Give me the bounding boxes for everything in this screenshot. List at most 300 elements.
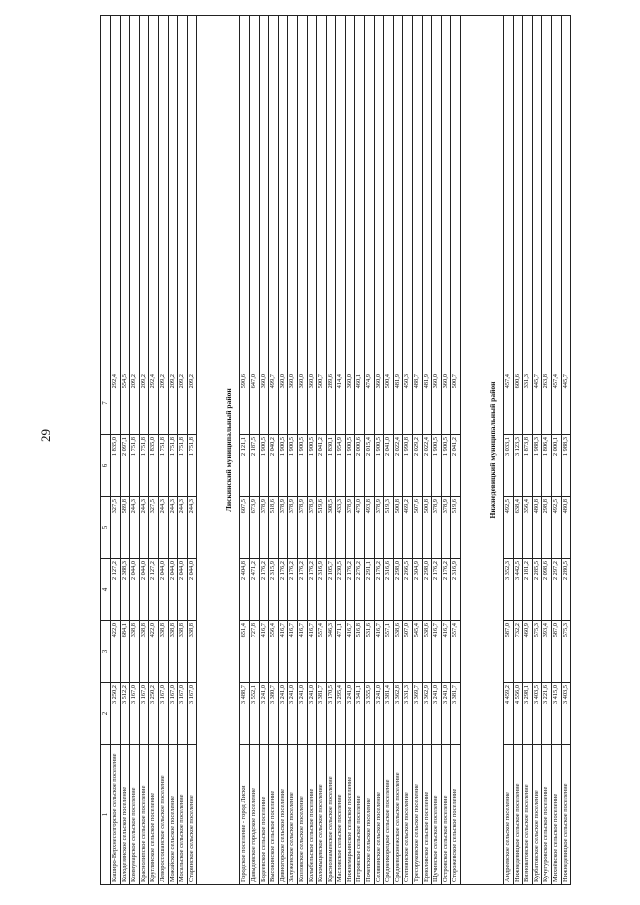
table-row bbox=[346, 15, 356, 885]
value-cell: 557,4 bbox=[451, 620, 460, 682]
value-cell: 2 291,1 bbox=[365, 558, 374, 620]
value-cell: 209,2 bbox=[178, 374, 186, 389]
value-cell: 2 000,1 bbox=[552, 434, 561, 496]
value-cell: 457,4 bbox=[504, 374, 511, 389]
settlement-name-cell: Залуженское сельское поселение bbox=[288, 744, 297, 884]
table-row bbox=[159, 15, 169, 885]
value-cell: 2 316,9 bbox=[451, 558, 460, 620]
table-row bbox=[308, 15, 318, 885]
value-cell: 538,6 bbox=[394, 620, 403, 682]
value-cell: 2 298,0 bbox=[394, 558, 403, 620]
value-cell: 1 990,8 bbox=[403, 434, 412, 496]
value-cell: 673,9 bbox=[250, 496, 259, 558]
settlement-name-cell: Коммунарское сельское поселение bbox=[130, 744, 139, 884]
table-row bbox=[423, 15, 433, 885]
settlement-name-cell: Колодезянское сельское поселение bbox=[121, 744, 130, 884]
value-cell: 2 127,2 bbox=[149, 558, 158, 620]
value-cell: 209,2 bbox=[158, 374, 166, 389]
value-cell: 575,3 bbox=[562, 620, 571, 682]
value-cell: 519,3 bbox=[384, 496, 393, 558]
value-cell: 292,4 bbox=[149, 374, 157, 389]
settlement-name-cell: Масловское сельское поселение bbox=[336, 744, 345, 884]
value-cell: 492,5 bbox=[552, 496, 561, 558]
settlement-name-cell: Тресоруковское сельское поселение bbox=[413, 744, 422, 884]
table-row bbox=[130, 15, 140, 885]
value-cell: 3 369,7 bbox=[413, 682, 422, 744]
value-cell: 289,6 bbox=[326, 374, 334, 389]
header-cell: 6 bbox=[101, 434, 110, 496]
value-cell: 2 022,4 bbox=[423, 434, 432, 496]
value-cell: 2 471,2 bbox=[250, 558, 259, 620]
value-cell: 209,2 bbox=[187, 374, 195, 389]
table-section bbox=[461, 15, 571, 885]
value-cell: 3 352,3 bbox=[504, 558, 513, 620]
value-cell: 531,6 bbox=[365, 620, 374, 682]
value-cell: 1 900,5 bbox=[442, 434, 451, 496]
table-row bbox=[432, 15, 442, 885]
value-cell: 3 381,4 bbox=[384, 682, 393, 744]
value-cell: 3 488,7 bbox=[240, 682, 249, 744]
value-cell: 298,8 bbox=[542, 496, 551, 558]
value-cell: 2 176,2 bbox=[298, 558, 307, 620]
value-cell: 338,8 bbox=[169, 620, 178, 682]
value-cell: 2 176,2 bbox=[308, 558, 317, 620]
value-cell: 338,8 bbox=[159, 620, 168, 682]
value-cell: 2 040,2 bbox=[269, 434, 278, 496]
value-cell: 1 954,9 bbox=[336, 434, 345, 496]
value-cell: 1 835,0 bbox=[149, 434, 158, 496]
value-cell: 492,5 bbox=[504, 496, 513, 558]
value-cell: 1 988,3 bbox=[562, 434, 571, 496]
value-cell: 2 022,4 bbox=[394, 434, 403, 496]
value-cell: 1 751,8 bbox=[130, 434, 139, 496]
table-row bbox=[178, 15, 188, 885]
value-cell: 1 900,5 bbox=[260, 434, 269, 496]
settlement-name-cell: Нижнедевицкое сельское поселение bbox=[562, 744, 571, 884]
value-cell: 2 044,0 bbox=[188, 558, 197, 620]
value-cell: 3 167,0 bbox=[178, 682, 187, 744]
value-cell: 433,3 bbox=[336, 496, 345, 558]
value-cell: 416,7 bbox=[442, 620, 451, 682]
table-row bbox=[413, 15, 423, 885]
value-cell: 3 250,2 bbox=[149, 682, 158, 744]
value-cell: 1 751,8 bbox=[159, 434, 168, 496]
value-cell: 2 285,5 bbox=[533, 558, 542, 620]
value-cell: 4 459,2 bbox=[504, 682, 513, 744]
value-cell: 500,7 bbox=[451, 374, 459, 389]
value-cell: 3 241,0 bbox=[442, 682, 451, 744]
value-cell: 422,0 bbox=[111, 620, 120, 682]
value-cell: 416,7 bbox=[308, 620, 317, 682]
value-cell: 2 015,4 bbox=[365, 434, 374, 496]
settlement-name-cell: Средневоронежское сельское поселение bbox=[394, 744, 403, 884]
value-cell: 3 362,9 bbox=[423, 682, 432, 744]
value-cell: 2 000,6 bbox=[355, 434, 364, 496]
value-cell: 3 381,7 bbox=[317, 682, 326, 744]
value-cell: 3 355,9 bbox=[365, 682, 374, 744]
header-cell: 1 bbox=[101, 744, 110, 884]
value-cell: 414,4 bbox=[336, 374, 344, 389]
value-cell: 3 170,5 bbox=[327, 682, 336, 744]
value-cell: 2 176,2 bbox=[442, 558, 451, 620]
table-row bbox=[327, 15, 337, 885]
value-cell: 2 276,2 bbox=[355, 558, 364, 620]
value-cell: 3 442,5 bbox=[514, 558, 523, 620]
value-cell: 3 241,0 bbox=[432, 682, 441, 744]
settlement-name-cell: Старинское сельское поселение bbox=[188, 744, 197, 884]
value-cell: 1 751,8 bbox=[178, 434, 187, 496]
value-cell: 732,2 bbox=[514, 620, 523, 682]
page-number: 29 bbox=[38, 429, 53, 442]
value-cell: 3 167,0 bbox=[169, 682, 178, 744]
value-cell: 607,5 bbox=[240, 496, 249, 558]
table-row bbox=[111, 15, 121, 885]
value-cell: 545,4 bbox=[413, 620, 422, 682]
value-cell: 1 900,5 bbox=[432, 434, 441, 496]
value-cell: 460,9 bbox=[523, 620, 532, 682]
header-cell: 7 bbox=[101, 401, 109, 405]
table-section bbox=[111, 15, 197, 885]
value-cell: 2 176,2 bbox=[260, 558, 269, 620]
value-cell: 471,1 bbox=[336, 620, 345, 682]
settlement-name-cell: Краснознаменское сельское поселение bbox=[327, 744, 336, 884]
table-row bbox=[288, 15, 298, 885]
value-cell: 1 873,8 bbox=[523, 434, 532, 496]
value-cell: 378,9 bbox=[442, 496, 451, 558]
value-cell: 2 230,5 bbox=[336, 558, 345, 620]
value-cell: 360,0 bbox=[297, 374, 305, 389]
value-cell: 416,7 bbox=[288, 620, 297, 682]
settlement-name-cell: Круглянское сельское поселение bbox=[149, 744, 158, 884]
settlement-name-cell: Островское сельское поселение bbox=[442, 744, 451, 884]
value-cell: 589,8 bbox=[121, 496, 130, 558]
value-cell: 1 751,8 bbox=[140, 434, 149, 496]
value-cell: 3 512,2 bbox=[121, 682, 130, 744]
value-cell: 1 988,3 bbox=[533, 434, 542, 496]
table-row bbox=[375, 15, 385, 885]
value-cell: 356,4 bbox=[523, 496, 532, 558]
value-cell: 507,6 bbox=[413, 496, 422, 558]
value-cell: 507,0 bbox=[403, 620, 412, 682]
table-row bbox=[269, 15, 279, 885]
settlement-name-cell: Среднеикорецкое сельское поселение bbox=[384, 744, 393, 884]
settlement-name-cell: Левороссошанское сельское поселение bbox=[159, 744, 168, 884]
table-row bbox=[403, 15, 413, 885]
value-cell: 2 388,3 bbox=[121, 558, 130, 620]
value-cell: 2 127,2 bbox=[111, 558, 120, 620]
settlement-name-cell: Степнянское сельское поселение bbox=[403, 744, 412, 884]
value-cell: 3 241,0 bbox=[260, 682, 269, 744]
value-cell: 2 044,0 bbox=[130, 558, 139, 620]
value-cell: 450,3 bbox=[403, 374, 411, 389]
table-row bbox=[188, 15, 198, 885]
settlement-name-cell: Мосальское сельское поселение bbox=[178, 744, 187, 884]
value-cell: 3 167,0 bbox=[140, 682, 149, 744]
value-cell: 480,8 bbox=[562, 496, 571, 558]
value-cell: 422,0 bbox=[149, 620, 158, 682]
value-cell: 378,9 bbox=[308, 496, 317, 558]
value-cell: 3 341,1 bbox=[355, 682, 364, 744]
value-cell: 338,8 bbox=[188, 620, 197, 682]
value-cell: 519,6 bbox=[451, 496, 460, 558]
table-row bbox=[533, 15, 543, 885]
value-cell: 499,7 bbox=[269, 374, 277, 389]
value-cell: 516,8 bbox=[355, 620, 364, 682]
header-cell: 4 bbox=[101, 558, 110, 620]
value-cell: 500,8 bbox=[394, 496, 403, 558]
settlement-name-cell: Высокинское сельское поселение bbox=[269, 744, 278, 884]
settlement-name-cell: Коломыцевское сельское поселение bbox=[317, 744, 326, 884]
value-cell: 360,0 bbox=[307, 374, 315, 389]
value-cell: 575,3 bbox=[533, 620, 542, 682]
value-cell: 556,4 bbox=[269, 620, 278, 682]
value-cell: 331,3 bbox=[523, 374, 531, 389]
table-row bbox=[542, 15, 552, 885]
value-cell: 2 044,0 bbox=[140, 558, 149, 620]
value-cell: 338,8 bbox=[130, 620, 139, 682]
value-cell: 244,3 bbox=[159, 496, 168, 558]
table-row bbox=[552, 15, 562, 885]
settlement-name-cell: Городское поселение - город Лиски bbox=[240, 744, 249, 884]
table-row bbox=[250, 15, 260, 885]
value-cell: 2 041,2 bbox=[317, 434, 326, 496]
value-cell: 360,0 bbox=[278, 374, 286, 389]
value-cell: 600,6 bbox=[513, 374, 521, 389]
value-cell: 479,0 bbox=[355, 496, 364, 558]
value-cell: 416,7 bbox=[260, 620, 269, 682]
value-cell: 554,5 bbox=[120, 374, 128, 389]
value-cell: 488,7 bbox=[413, 374, 421, 389]
header-cell: 3 bbox=[101, 620, 110, 682]
table-row bbox=[317, 15, 327, 885]
value-cell: 590,6 bbox=[240, 374, 248, 389]
value-cell: 346,3 bbox=[327, 620, 336, 682]
value-cell: 244,3 bbox=[140, 496, 149, 558]
value-cell: 3 298,1 bbox=[523, 682, 532, 744]
value-cell: 3 552,1 bbox=[250, 682, 259, 744]
value-cell: 378,9 bbox=[346, 496, 355, 558]
value-cell: 2 316,6 bbox=[384, 558, 393, 620]
table-row bbox=[260, 15, 270, 885]
value-cell: 1 900,5 bbox=[279, 434, 288, 496]
value-cell: 3 241,0 bbox=[346, 682, 355, 744]
table-row bbox=[140, 15, 150, 885]
settlement-name-cell: Козловское сельское поселение bbox=[298, 744, 307, 884]
value-cell: 651,4 bbox=[240, 620, 249, 682]
value-cell: 3 241,0 bbox=[288, 682, 297, 744]
value-cell: 3 167,0 bbox=[130, 682, 139, 744]
value-cell: 360,0 bbox=[374, 374, 382, 389]
value-cell: 292,4 bbox=[111, 374, 118, 389]
value-cell: 2 176,2 bbox=[288, 558, 297, 620]
value-cell: 445,7 bbox=[532, 374, 540, 389]
value-cell: 2 187,5 bbox=[250, 434, 259, 496]
settlement-name-cell: Ермоловское сельское поселение bbox=[423, 744, 432, 884]
table-row bbox=[394, 15, 404, 885]
value-cell: 2 176,2 bbox=[346, 558, 355, 620]
value-cell: 2 316,9 bbox=[317, 558, 326, 620]
value-cell: 416,7 bbox=[298, 620, 307, 682]
value-cell: 500,8 bbox=[423, 496, 432, 558]
value-cell: 209,2 bbox=[168, 374, 176, 389]
value-cell: 244,3 bbox=[178, 496, 187, 558]
section-title: Лискинский муниципальный район bbox=[219, 15, 239, 885]
settlement-name-cell: Андреевское сельское поселение bbox=[504, 744, 513, 884]
value-cell: 2 044,0 bbox=[159, 558, 168, 620]
value-cell: 474,9 bbox=[365, 374, 373, 389]
settlement-name-cell: Нижнемарьинское сельское поселение bbox=[346, 744, 355, 884]
value-cell: 378,9 bbox=[260, 496, 269, 558]
settlement-name-cell: Каширо-Верхнесолгорское сельское поселение bbox=[111, 744, 120, 884]
value-cell: 244,3 bbox=[188, 496, 197, 558]
table-row bbox=[355, 15, 365, 885]
value-cell: 2 041,2 bbox=[451, 434, 460, 496]
value-cell: 2 044,0 bbox=[178, 558, 187, 620]
value-cell: 2 041,0 bbox=[384, 434, 393, 496]
table-row bbox=[279, 15, 289, 885]
value-cell: 3 403,5 bbox=[533, 682, 542, 744]
value-cell: 360,0 bbox=[288, 374, 296, 389]
value-cell: 3 241,0 bbox=[308, 682, 317, 744]
value-cell: 3 241,0 bbox=[298, 682, 307, 744]
settlement-name-cell: Почепское сельское поселение bbox=[365, 744, 374, 884]
value-cell: 378,9 bbox=[298, 496, 307, 558]
value-cell: 3 123,3 bbox=[514, 434, 523, 496]
value-cell: 2 297,2 bbox=[552, 558, 561, 620]
value-cell: 4 556,0 bbox=[514, 682, 523, 744]
value-cell: 2 121,1 bbox=[240, 434, 249, 496]
value-cell: 2 044,0 bbox=[169, 558, 178, 620]
value-cell: 3 362,8 bbox=[394, 682, 403, 744]
value-cell: 3 221,6 bbox=[542, 682, 551, 744]
value-cell: 3 415,0 bbox=[552, 682, 561, 744]
table-row bbox=[336, 15, 346, 885]
value-cell: 587,0 bbox=[504, 620, 513, 682]
header-cell: 5 bbox=[101, 496, 110, 558]
value-cell: 469,2 bbox=[403, 496, 412, 558]
value-cell: 2 304,9 bbox=[413, 558, 422, 620]
table-row bbox=[562, 15, 572, 885]
value-cell: 587,0 bbox=[552, 620, 561, 682]
value-cell: 3 295,4 bbox=[336, 682, 345, 744]
value-cell: 1 900,5 bbox=[288, 434, 297, 496]
value-cell: 2 176,2 bbox=[432, 558, 441, 620]
value-cell: 327,5 bbox=[149, 496, 158, 558]
value-cell: 378,9 bbox=[375, 496, 384, 558]
settlement-name-cell: Дивногорское сельское поселение bbox=[279, 744, 288, 884]
value-cell: 1 900,5 bbox=[298, 434, 307, 496]
value-cell: 2 266,5 bbox=[403, 558, 412, 620]
value-cell: 338,8 bbox=[178, 620, 187, 682]
value-cell: 481,9 bbox=[393, 374, 401, 389]
value-cell: 416,7 bbox=[346, 620, 355, 682]
value-cell: 460,1 bbox=[355, 374, 363, 389]
value-cell: 1 900,5 bbox=[308, 434, 317, 496]
section-gap bbox=[461, 15, 483, 885]
value-cell: 378,9 bbox=[279, 496, 288, 558]
value-cell: 3 167,0 bbox=[159, 682, 168, 744]
value-cell: 3 167,0 bbox=[188, 682, 197, 744]
settlement-name-cell: Можайское сельское поселение bbox=[169, 744, 178, 884]
value-cell: 3 241,0 bbox=[375, 682, 384, 744]
value-cell: 1 751,8 bbox=[169, 434, 178, 496]
value-cell: 338,8 bbox=[140, 620, 149, 682]
table-row bbox=[298, 15, 308, 885]
table-row bbox=[169, 15, 179, 885]
value-cell: 557,4 bbox=[317, 620, 326, 682]
table-section bbox=[197, 15, 461, 885]
value-cell: 500,4 bbox=[384, 374, 392, 389]
value-cell: 209,2 bbox=[130, 374, 138, 389]
value-cell: 3 033,1 bbox=[504, 434, 513, 496]
settlement-name-cell: Михнёвское сельское поселение bbox=[552, 744, 561, 884]
settlement-name-cell: Колыбельское сельское поселение bbox=[308, 744, 317, 884]
value-cell: 3 403,5 bbox=[562, 682, 571, 744]
value-cell: 2 029,2 bbox=[413, 434, 422, 496]
table-body bbox=[111, 15, 571, 885]
settlement-name-cell: Петровское сельское поселение bbox=[355, 744, 364, 884]
rotated-table bbox=[100, 15, 610, 885]
value-cell: 3 381,7 bbox=[451, 682, 460, 744]
value-cell: 2 404,8 bbox=[240, 558, 249, 620]
value-cell: 327,5 bbox=[111, 496, 120, 558]
settlement-name-cell: Кучугуровское сельское поселение bbox=[542, 744, 551, 884]
table-row bbox=[514, 15, 524, 885]
header-cell: 2 bbox=[101, 682, 110, 744]
value-cell: 416,7 bbox=[279, 620, 288, 682]
value-cell: 1 835,0 bbox=[111, 434, 120, 496]
value-cell: 1 830,1 bbox=[327, 434, 336, 496]
value-cell: 2 315,9 bbox=[269, 558, 278, 620]
value-cell: 3 331,3 bbox=[403, 682, 412, 744]
value-cell: 1 806,4 bbox=[542, 434, 551, 496]
settlement-name-cell: Курбатовское сельское поселение bbox=[533, 744, 542, 884]
value-cell: 1 900,5 bbox=[375, 434, 384, 496]
settlement-name-cell: Давыдовское городское поселение bbox=[250, 744, 259, 884]
value-cell: 445,7 bbox=[561, 374, 569, 389]
settlement-name-cell: Сторожевское сельское поселение bbox=[451, 744, 460, 884]
value-cell: 263,8 bbox=[542, 374, 550, 389]
table-row bbox=[451, 15, 461, 885]
table-row bbox=[503, 15, 514, 885]
value-cell: 416,7 bbox=[432, 620, 441, 682]
value-cell: 2 298,0 bbox=[423, 558, 432, 620]
table-row bbox=[121, 15, 131, 885]
value-cell: 360,0 bbox=[259, 374, 267, 389]
value-cell: 360,0 bbox=[432, 374, 440, 389]
value-cell: 1 900,5 bbox=[346, 434, 355, 496]
value-cell: 3 241,0 bbox=[279, 682, 288, 744]
settlement-name-cell: Селявинское сельское поселение bbox=[375, 744, 384, 884]
table-row bbox=[523, 15, 533, 885]
value-cell: 2 176,2 bbox=[279, 558, 288, 620]
value-cell: 500,7 bbox=[317, 374, 325, 389]
value-cell: 360,0 bbox=[345, 374, 353, 389]
table-row bbox=[239, 15, 250, 885]
value-cell: 480,8 bbox=[533, 496, 542, 558]
value-cell: 493,8 bbox=[365, 496, 374, 558]
value-cell: 518,6 bbox=[269, 496, 278, 558]
table-row bbox=[442, 15, 452, 885]
value-cell: 638,4 bbox=[514, 496, 523, 558]
section-title: Нижнедевицкий муниципальный район bbox=[483, 15, 503, 885]
value-cell: 1 751,8 bbox=[188, 434, 197, 496]
section-gap bbox=[197, 15, 219, 885]
settlement-name-cell: Бодеевское сельское поселение bbox=[260, 744, 269, 884]
table-row bbox=[149, 15, 159, 885]
value-cell: 2 105,7 bbox=[327, 558, 336, 620]
value-cell: 481,9 bbox=[422, 374, 430, 389]
